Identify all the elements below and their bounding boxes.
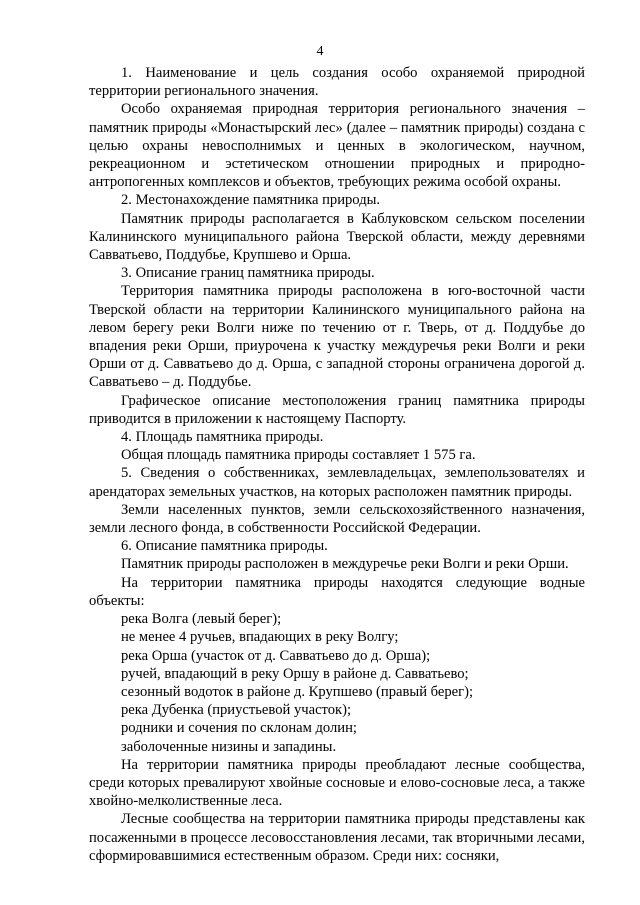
section-heading-4: 4. Площадь памятника природы. <box>121 429 324 446</box>
section-heading-5: 5. Сведения о собственниках, землевладельцах, землепользователях и арендаторах земельных участков, на которых расположен памятник природы. <box>89 465 585 500</box>
page-number: 4 <box>316 44 324 59</box>
section-heading-6: 6. Описание памятника природы. <box>121 538 328 555</box>
list-item: река Волга (левый берег); <box>121 611 282 628</box>
list-item: река Дубенка (приустьевой участок); <box>121 702 352 719</box>
section-heading-2: 2. Местонахождение памятника природы. <box>121 192 381 209</box>
paragraph-graphic-description: Графическое описание местоположения границ памятника природы приводится в приложении к настоящему Паспорту. <box>89 392 585 427</box>
list-item: заболоченные низины и западины. <box>121 738 337 755</box>
paragraph-purpose: Особо охраняемая природная территория регионального значения – памятник природы «Монастырский лес» (далее – памятник природы) создана с целью охраны невосполнимых и ценных в экологическом, научном, рекреационном и эстетическом отношении природных и природно-антропогенных комплексов и объектов, требующих режима особой охраны. <box>89 101 585 191</box>
list-item: сезонный водоток в районе д. Крупшево (правый берег); <box>121 683 474 700</box>
paragraph-forest-communities: На территории памятника природы преобладают лесные сообщества, среди которых превалируют хвойные сосновые и елово-сосновые леса, а также хвойно-мелколиственные леса. <box>89 756 585 810</box>
list-item: не менее 4 ручьев, впадающих в реку Волгу; <box>121 629 399 646</box>
list-item: река Орша (участок от д. Савватьево до д. Орша); <box>121 647 431 664</box>
paragraph-forest-types: Лесные сообщества на территории памятника природы представлены как посаженными в процессе лесовосстановления лесами, так вторичными лесами, сформировавшимися естественным образом. Среди них: сосняки, <box>89 811 585 864</box>
paragraph-interfluve: Памятник природы расположен в междуречье реки Волги и реки Орши. <box>121 556 569 573</box>
section-heading-1: 1. Наименование и цель создания особо охраняемой природной территории регионального значения. <box>89 65 585 100</box>
paragraph-area: Общая площадь памятника природы составляет 1 575 га. <box>121 447 476 464</box>
paragraph-location: Памятник природы располагается в Каблуковском сельском поселении Калининского муниципального района Тверской области, между деревнями Савватьево, Поддубье, Крупшево и Орша. <box>89 210 585 264</box>
list-item: ручей, впадающий в реку Оршу в районе д. Савватьево; <box>121 665 469 682</box>
list-item: родники и сочения по склонам долин; <box>121 720 357 737</box>
document-body <box>89 64 585 865</box>
paragraph-water-objects-intro: На территории памятника природы находятся следующие водные объекты: <box>89 574 585 609</box>
paragraph-boundaries: Территория памятника природы расположена в юго-восточной части Тверской области на территории Калининского муниципального района на левом берегу реки Волги ниже по течению от г. Тверь, от д. Поддубье до впадения реки Орши, приурочена к участку междуречья реки Волги и реки Орши от д. Савватьево до д. Орша, с западной стороны ограничена дорогой д. Савватьево – д. Поддубье. <box>89 283 585 391</box>
section-heading-3: 3. Описание границ памятника природы. <box>121 265 375 282</box>
paragraph-land-owners: Земли населенных пунктов, земли сельскохозяйственного назначения, земли лесного фонда, в собственности Российской Федерации. <box>89 501 585 537</box>
